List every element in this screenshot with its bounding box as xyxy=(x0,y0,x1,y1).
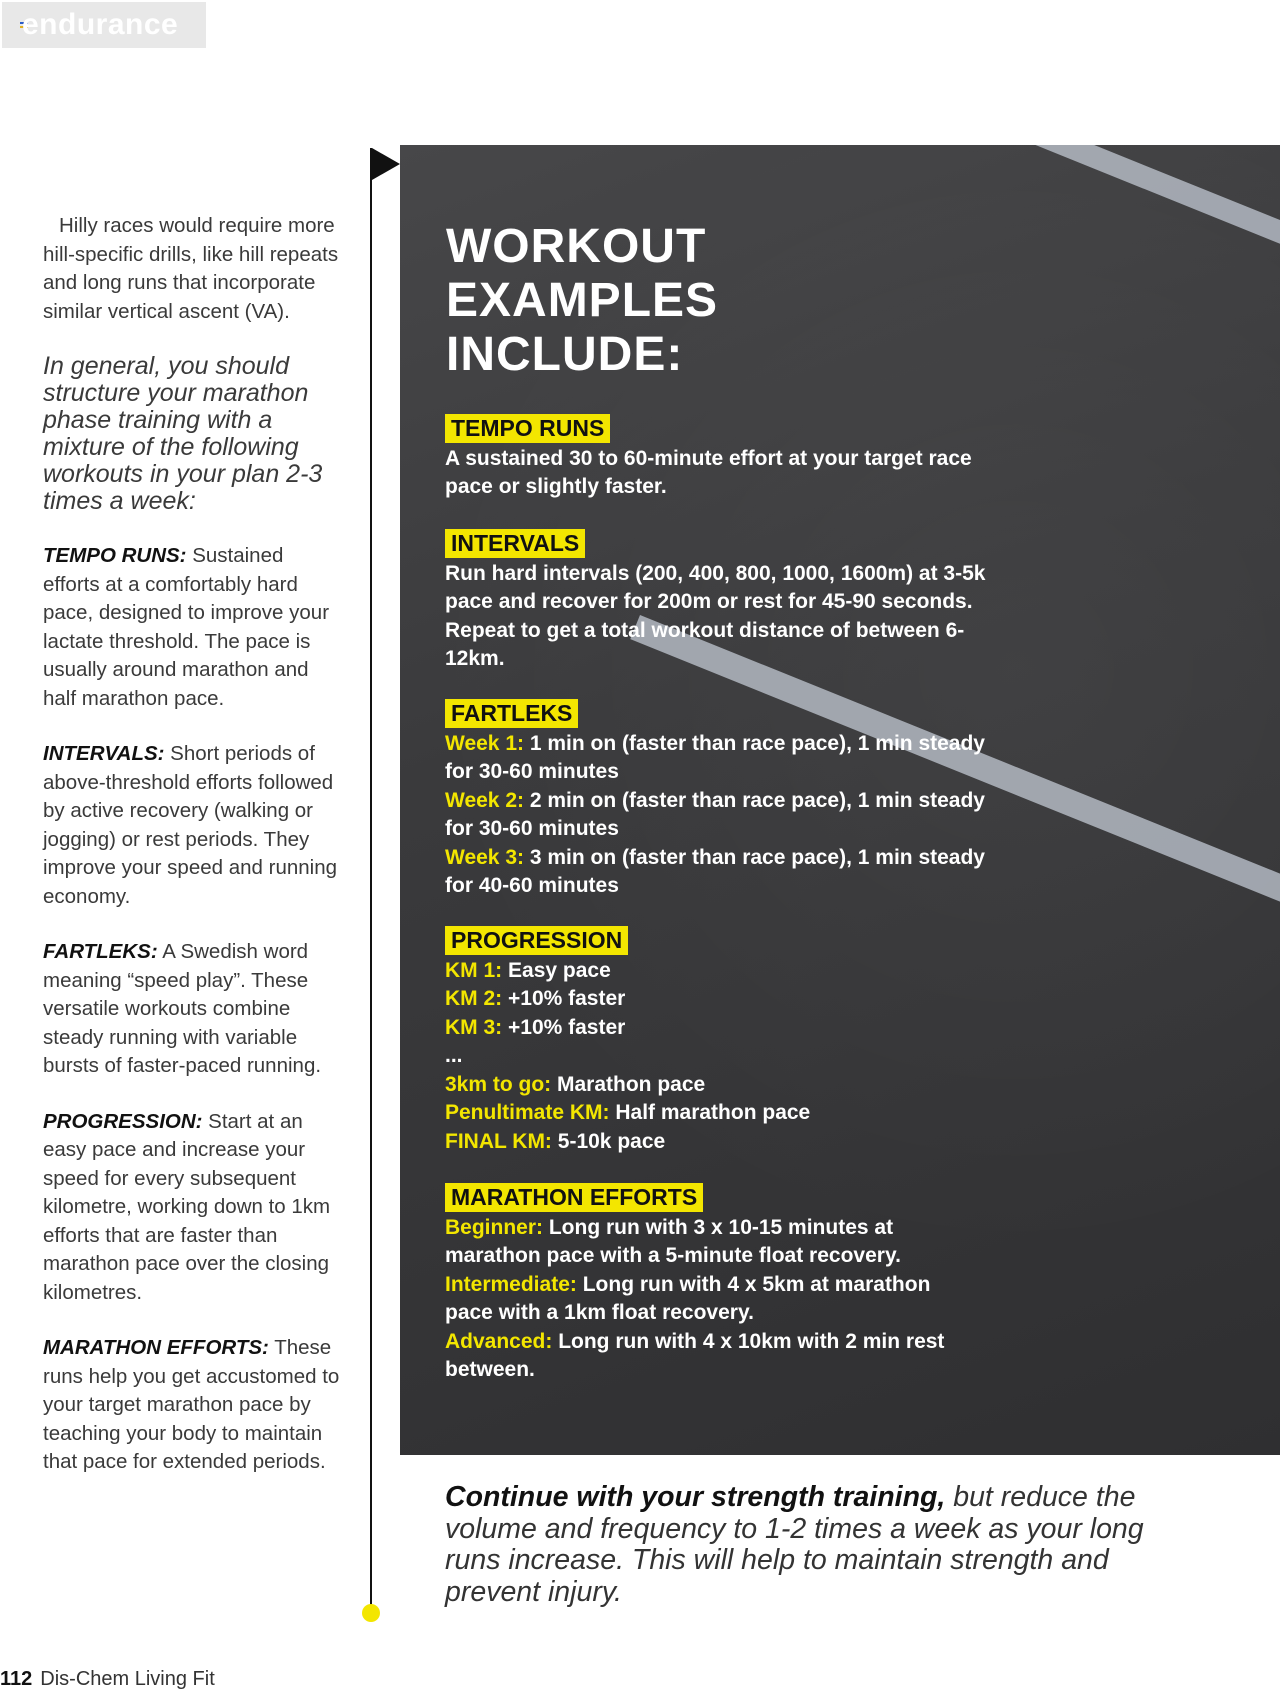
workout-line-label: Advanced: xyxy=(445,1329,553,1353)
workout-line-label: KM 3: xyxy=(445,1015,503,1039)
flag-icon xyxy=(372,148,400,180)
workout-line-label: Week 3: xyxy=(445,845,524,869)
heading-line: EXAMPLES xyxy=(446,274,719,327)
section-tab-label: endurance xyxy=(22,8,179,41)
workout-line-label: 3km to go: xyxy=(445,1072,552,1096)
workout-text: A sustained 30 to 60-minute effort at your target race pace or slightly faster. xyxy=(445,446,972,498)
workout-line-label: KM 1: xyxy=(445,958,503,982)
workout-line-label: KM 2: xyxy=(445,987,503,1010)
workout-line xyxy=(445,1071,1005,1100)
workout-line xyxy=(445,985,1005,1014)
workout-tag: INTERVALS xyxy=(445,529,585,558)
section-tab xyxy=(2,2,206,48)
definition-term: INTERVALS: xyxy=(43,742,165,765)
workout-line-text: Easy pace xyxy=(502,958,611,982)
workout-line xyxy=(445,1128,1005,1157)
workout-tag: TEMPO RUNS xyxy=(445,414,610,443)
workout-line-text: Long run with 3 x 10-15 minutes at marathon pace with a 5-minute float recovery. xyxy=(445,1215,901,1267)
workout-line xyxy=(445,787,1005,844)
workout-line-text: 3 min on (faster than race pace), 1 min steady for 40-60 minutes xyxy=(445,845,985,897)
intro-paragraph: Hilly races would require more hill-specific drills, like hill repeats and long runs that incorporate similar vertical ascent (VA). xyxy=(43,214,339,323)
structure-statement: In general, you should structure your marathon phase training with a mixture of the following workouts in your plan 2-3 times a week: xyxy=(43,352,323,515)
definition-intervals xyxy=(43,740,343,911)
definition-text: Start at an easy pace and increase your speed for every subsequent kilometre, working down to 1km efforts that are faster than marathon pace over the closing kilometres. xyxy=(43,1109,331,1304)
left-column xyxy=(43,212,343,1504)
workout-ellipsis: ... xyxy=(445,1044,463,1067)
workout-marathon-efforts xyxy=(445,1183,965,1385)
workout-line-label: Intermediate: xyxy=(445,1272,577,1296)
workout-line xyxy=(445,1099,1005,1128)
workout-progression xyxy=(445,926,1005,1156)
definition-term: TEMPO RUNS: xyxy=(43,544,187,567)
definition-fartleks xyxy=(43,938,343,1081)
workout-line-text: Half marathon pace xyxy=(609,1101,811,1124)
workout-line-label: Penultimate KM: xyxy=(445,1101,610,1124)
workout-line-text: Long run with 4 x 5km at marathon pace with a 1km float recovery. xyxy=(445,1272,931,1324)
closing-text: but reduce the volume and frequency to 1-2 times a week as your long runs increase. This will help to maintain strength and prevent injury. xyxy=(445,1481,1144,1608)
definition-term: MARATHON EFFORTS: xyxy=(43,1336,269,1359)
workout-fartleks xyxy=(445,699,1005,901)
workout-line xyxy=(445,1014,1005,1043)
workout-tempo xyxy=(445,414,1005,502)
definition-text: Sustained efforts at a comfortably hard pace, designed to improve your lactate threshold. The pace is usually around marathon and half marathon pace. xyxy=(43,544,330,710)
workout-line-text: Long run with 4 x 10km with 2 min rest between. xyxy=(445,1329,945,1381)
workout-line xyxy=(445,957,1005,986)
workout-line xyxy=(445,1271,965,1328)
workout-tag: FARTLEKS xyxy=(445,699,578,728)
publication-name: Dis-Chem Living Fit xyxy=(40,1668,215,1690)
panel-heading xyxy=(446,220,718,382)
heading-line: INCLUDE: xyxy=(446,328,684,381)
workout-line-label: Week 1: xyxy=(445,731,524,755)
definition-term: FARTLEKS: xyxy=(43,940,158,963)
definition-text: A Swedish word meaning “speed play”. These versatile workouts combine steady running with variable bursts of faster-paced running. xyxy=(43,940,322,1077)
page-number: 112 xyxy=(0,1668,33,1690)
workout-line-text: 5-10k pace xyxy=(551,1129,666,1153)
road-line xyxy=(1012,145,1280,293)
workout-tag: MARATHON EFFORTS xyxy=(445,1183,703,1212)
flag-pole xyxy=(370,148,372,1610)
workout-line-label: FINAL KM: xyxy=(445,1129,552,1153)
page-footer xyxy=(0,1668,215,1691)
definition-progression xyxy=(43,1108,343,1308)
workout-line-text: +10% faster xyxy=(502,987,626,1010)
workout-line-text: Marathon pace xyxy=(551,1072,706,1096)
workout-intervals xyxy=(445,529,1005,674)
definition-text: These runs help you get accustomed to your target marathon pace by teaching your body to maintain that pace for extended periods. xyxy=(43,1336,340,1473)
workout-line-label: Week 2: xyxy=(445,788,524,812)
workout-tag: PROGRESSION xyxy=(445,926,628,955)
closing-statement xyxy=(445,1482,1145,1608)
definition-text: Short periods of above-threshold efforts followed by active recovery (walking or jogging) or rest periods. They improve your speed and running economy. xyxy=(43,742,338,908)
workout-line xyxy=(445,1328,965,1385)
heading-line: WORKOUT xyxy=(446,220,707,273)
workout-line-text: 1 min on (faster than race pace), 1 min steady for 30-60 minutes xyxy=(445,731,985,783)
definition-tempo xyxy=(43,542,343,713)
workout-line-text: +10% faster xyxy=(502,1015,626,1039)
definition-marathon-efforts xyxy=(43,1334,343,1477)
workout-line xyxy=(445,1214,965,1271)
workout-line-label: Beginner: xyxy=(445,1215,544,1239)
workout-line xyxy=(445,844,1005,901)
definition-term: PROGRESSION: xyxy=(43,1109,203,1133)
workout-line xyxy=(445,730,1005,787)
closing-bold: Continue with your strength training, xyxy=(445,1481,946,1513)
workout-text: Run hard intervals (200, 400, 800, 1000, 1600m) at 3-5k pace and recover for 200m or rest for 45-90 seconds. Repeat to get a total workout distance of between 6-12km. xyxy=(445,561,986,670)
workout-line-text: 2 min on (faster than race pace), 1 min steady for 30-60 minutes xyxy=(445,788,985,840)
pole-end-dot xyxy=(362,1604,380,1622)
